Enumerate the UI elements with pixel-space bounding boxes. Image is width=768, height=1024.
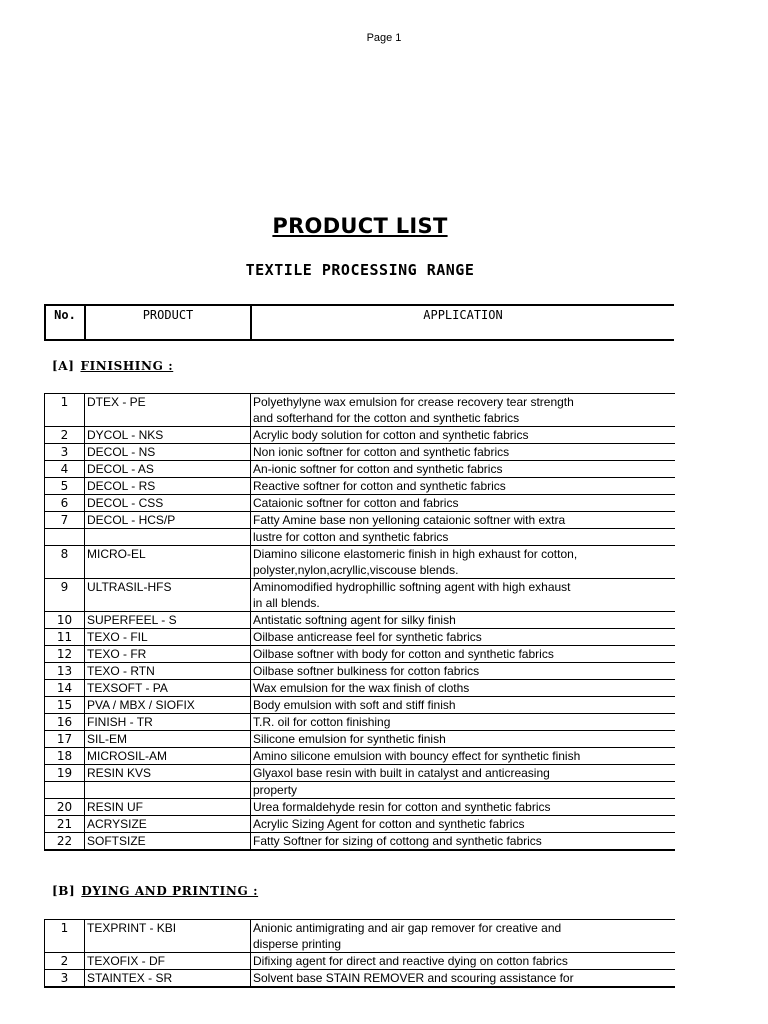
row-number: 10 <box>45 612 85 629</box>
table-row <box>45 629 675 646</box>
row-product <box>85 936 251 953</box>
row-product: RESIN UF <box>85 799 251 816</box>
row-number: 1 <box>45 920 85 937</box>
row-product <box>85 595 251 612</box>
row-application: Wax emulsion for the wax finish of cloths <box>251 680 675 697</box>
table-row <box>45 646 675 663</box>
row-application: Cataionic softner for cotton and fabrics <box>251 495 675 512</box>
table-row <box>45 461 675 478</box>
table-row <box>45 663 675 680</box>
table-row <box>45 765 675 782</box>
row-number: 17 <box>45 731 85 748</box>
header-application: APPLICATION <box>423 308 503 322</box>
row-application: Body emulsion with soft and stiff finish <box>251 697 675 714</box>
row-number: 5 <box>45 478 85 495</box>
row-application: Silicone emulsion for synthetic finish <box>251 731 675 748</box>
row-product: MICRO-EL <box>85 546 251 563</box>
row-number: 14 <box>45 680 85 697</box>
row-number <box>45 782 85 799</box>
finishing-table <box>44 393 675 851</box>
row-product: TEXO - FR <box>85 646 251 663</box>
row-number: 21 <box>45 816 85 833</box>
row-product: STAINTEX - SR <box>85 970 251 988</box>
row-application: Acrylic Sizing Agent for cotton and synthetic fabrics <box>251 816 675 833</box>
row-product: SUPERFEEL - S <box>85 612 251 629</box>
table-row <box>45 714 675 731</box>
row-application: An-ionic softner for cotton and synthetic fabrics <box>251 461 675 478</box>
row-application: disperse printing <box>251 936 675 953</box>
row-application: in all blends. <box>251 595 675 612</box>
section-b-title: DYING AND PRINTING : <box>81 884 259 898</box>
row-application: lustre for cotton and synthetic fabrics <box>251 529 675 546</box>
table-row <box>45 394 675 411</box>
row-product: DECOL - AS <box>85 461 251 478</box>
row-product: MICROSIL-AM <box>85 748 251 765</box>
row-product: TEXO - FIL <box>85 629 251 646</box>
row-number <box>45 936 85 953</box>
row-number: 11 <box>45 629 85 646</box>
table-row <box>45 731 675 748</box>
row-product: DECOL - CSS <box>85 495 251 512</box>
row-product: DECOL - RS <box>85 478 251 495</box>
row-product: DYCOL - NKS <box>85 427 251 444</box>
row-number: 4 <box>45 461 85 478</box>
row-product: TEXPRINT - KBI <box>85 920 251 937</box>
row-application: Antistatic softning agent for silky finish <box>251 612 675 629</box>
header-product: PRODUCT <box>86 306 252 339</box>
document-subtitle: TEXTILE PROCESSING RANGE <box>245 261 475 279</box>
row-number: 16 <box>45 714 85 731</box>
table-row <box>45 427 675 444</box>
row-application: Oilbase softner bulkiness for cotton fabrics <box>251 663 675 680</box>
row-application: Anionic antimigrating and air gap remover for creative and <box>251 920 675 937</box>
section-a-marker: [A] <box>52 359 75 373</box>
table-row <box>45 579 675 596</box>
row-application: Aminomodified hydrophillic softning agent with high exhaust <box>251 579 675 596</box>
row-application: Oilbase anticrease feel for synthetic fabrics <box>251 629 675 646</box>
section-a-title: FINISHING : <box>80 359 174 373</box>
row-number: 15 <box>45 697 85 714</box>
row-number: 2 <box>45 427 85 444</box>
dying-printing-table <box>44 919 675 988</box>
row-application: Diamino silicone elastomeric finish in high exhaust for cotton, <box>251 546 675 563</box>
table-row <box>45 512 675 529</box>
row-product: TEXSOFT - PA <box>85 680 251 697</box>
row-application: T.R. oil for cotton finishing <box>251 714 675 731</box>
row-number: 8 <box>45 546 85 563</box>
table-row <box>45 495 675 512</box>
row-product: ACRYSIZE <box>85 816 251 833</box>
section-b-heading <box>52 884 258 898</box>
row-number: 19 <box>45 765 85 782</box>
document-title: PRODUCT LIST <box>272 214 448 238</box>
table-row <box>45 833 675 851</box>
row-application: polyster,nylon,acryllic,viscouse blends. <box>251 562 675 579</box>
row-number <box>45 410 85 427</box>
row-application: and softerhand for the cotton and synthetic fabrics <box>251 410 675 427</box>
table-row <box>45 953 675 970</box>
row-number: 12 <box>45 646 85 663</box>
row-application: Urea formaldehyde resin for cotton and synthetic fabrics <box>251 799 675 816</box>
row-application: Oilbase softner with body for cotton and synthetic fabrics <box>251 646 675 663</box>
table-row <box>45 444 675 461</box>
row-application: Difixing agent for direct and reactive dying on cotton fabrics <box>251 953 675 970</box>
row-number <box>45 529 85 546</box>
row-product: DECOL - HCS/P <box>85 512 251 529</box>
row-number: 1 <box>45 394 85 411</box>
row-number: 3 <box>45 444 85 461</box>
row-number: 2 <box>45 953 85 970</box>
section-a-heading <box>52 359 173 373</box>
row-product: SOFTSIZE <box>85 833 251 851</box>
row-product <box>85 410 251 427</box>
page-number: Page 1 <box>366 32 402 44</box>
row-number: 18 <box>45 748 85 765</box>
row-number: 13 <box>45 663 85 680</box>
row-product: DTEX - PE <box>85 394 251 411</box>
row-product: SIL-EM <box>85 731 251 748</box>
table-row <box>45 697 675 714</box>
row-number <box>45 595 85 612</box>
table-row <box>45 782 675 799</box>
row-product <box>85 529 251 546</box>
table-row <box>45 478 675 495</box>
row-number: 9 <box>45 579 85 596</box>
row-number: 6 <box>45 495 85 512</box>
row-application: Solvent base STAIN REMOVER and scouring assistance for <box>251 970 675 988</box>
table-row <box>45 410 675 427</box>
row-product <box>85 782 251 799</box>
table-row <box>45 799 675 816</box>
row-number: 7 <box>45 512 85 529</box>
section-b-marker: [B] <box>52 884 76 898</box>
row-application: Glyaxol base resin with built in catalyst and anticreasing <box>251 765 675 782</box>
row-application: Amino silicone emulsion with bouncy effect for synthetic finish <box>251 748 675 765</box>
row-product: PVA / MBX / SIOFIX <box>85 697 251 714</box>
row-product <box>85 562 251 579</box>
row-application: Polyethylyne wax emulsion for crease recovery tear strength <box>251 394 675 411</box>
row-application: Fatty Amine base non yelloning cataionic softner with extra <box>251 512 675 529</box>
table-row <box>45 970 675 988</box>
header-no: No. <box>46 306 86 339</box>
table-row <box>45 546 675 563</box>
row-application: Reactive softner for cotton and synthetic fabrics <box>251 478 675 495</box>
row-product: DECOL - NS <box>85 444 251 461</box>
table-header <box>44 304 674 341</box>
row-application: property <box>251 782 675 799</box>
table-row <box>45 680 675 697</box>
row-product: FINISH - TR <box>85 714 251 731</box>
row-product: RESIN KVS <box>85 765 251 782</box>
row-application: Non ionic softner for cotton and synthetic fabrics <box>251 444 675 461</box>
row-product: ULTRASIL-HFS <box>85 579 251 596</box>
row-number: 3 <box>45 970 85 988</box>
row-application: Acrylic body solution for cotton and synthetic fabrics <box>251 427 675 444</box>
row-product: TEXOFIX - DF <box>85 953 251 970</box>
row-product: TEXO - RTN <box>85 663 251 680</box>
table-row <box>45 816 675 833</box>
table-row <box>45 936 675 953</box>
row-number <box>45 562 85 579</box>
row-application: Fatty Softner for sizing of cottong and synthetic fabrics <box>251 833 675 851</box>
row-number: 20 <box>45 799 85 816</box>
table-row <box>45 748 675 765</box>
table-row <box>45 595 675 612</box>
table-row <box>45 612 675 629</box>
table-row <box>45 529 675 546</box>
table-row <box>45 562 675 579</box>
table-row <box>45 920 675 937</box>
row-number: 22 <box>45 833 85 851</box>
